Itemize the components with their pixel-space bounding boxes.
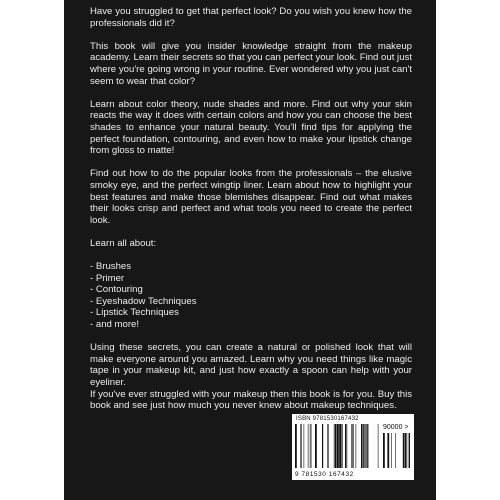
addon-barcode-bars: [383, 433, 410, 468]
isbn-barcode: [292, 414, 414, 480]
price-code: 90000 >: [383, 424, 409, 431]
barcode-bar: [339, 424, 341, 468]
barcode-bar: [351, 424, 352, 468]
barcode-bar: [387, 433, 389, 468]
blurb-paragraph-6: If you've ever struggled with your makeup then this book is for you. Buy this book and see just how much you never knew about makeup techniques.: [90, 388, 412, 412]
barcode-bar: [409, 433, 410, 468]
barcode-bar: [337, 424, 339, 468]
barcode-bar: [334, 424, 335, 468]
blurb-paragraph-3: Learn about color theory, nude shades and more. Find out why your skin reacts the way it does with certain colors and how you can choose the best shades to enhance your natural beauty. You'll find tips for applying the perfect foundation, contouring, and even how to make your lipstick change from gloss to matte!: [90, 98, 412, 157]
topic-list: [90, 261, 412, 331]
blurb-text: [90, 6, 412, 423]
barcode-bar: [327, 424, 328, 468]
barcode-bar: [405, 433, 406, 468]
blurb-paragraph-4: Find out how to do the popular looks from the professionals – the elusive smoky eye, and the perfect wingtip liner. Learn about how to highlight your best features and make those blemishes disappear. Find out what makes their looks crisp and perfect and what tools you need to create the perfect look.: [90, 168, 412, 226]
barcode-bar: [366, 424, 367, 468]
list-item: - Contouring: [90, 284, 143, 296]
list-item: - Brushes: [90, 261, 132, 273]
barcode-bar: [345, 424, 346, 468]
barcode-bar: [391, 433, 392, 468]
barcode-bar: [347, 424, 348, 468]
barcode-bar: [341, 424, 342, 468]
list-item: - Primer: [90, 272, 125, 284]
barcode-bar: [364, 424, 365, 468]
book-back-cover: [64, 0, 436, 500]
blurb-paragraph-2: This book will give you insider knowledge straight from the makeup academy. Learn their secrets so that you can perfect your look. Find out just where you're going wrong in your routine. Ever wondered why you just can't seem to wear that color?: [90, 40, 412, 87]
barcode-bar: [311, 424, 312, 468]
list-item: - and more!: [90, 319, 140, 331]
ean-barcode-bars: [295, 424, 379, 468]
barcode-bar: [365, 424, 366, 468]
barcode-bar: [403, 433, 405, 468]
blurb-paragraph-5: Using these secrets, you can create a natural or polished look that will make everyone around you amazed. Learn why you need things like magic tape in your makeup kit, and just how exactly a spoon can help with your eyeliner.: [90, 342, 412, 388]
barcode-bar: [295, 424, 297, 468]
list-intro: Learn all about:: [90, 237, 157, 249]
barcode-bar: [315, 424, 317, 468]
blurb-paragraph-1: Have you struggled to get that perfect look? Do you wish you knew how the professionals did it?: [90, 6, 412, 29]
barcode-bar: [363, 424, 364, 468]
barcode-bar: [395, 433, 396, 468]
barcode-bar: [383, 433, 385, 468]
barcode-bar: [356, 424, 357, 468]
barcode-bar: [308, 424, 309, 468]
barcode-bar: [378, 424, 379, 468]
barcode-bar: [310, 424, 311, 468]
barcode-bar: [300, 424, 301, 468]
isbn-label: ISBN 9781530167432: [296, 416, 359, 422]
list-item: - Eyeshadow Techniques: [90, 295, 197, 307]
barcode-bar: [361, 424, 362, 468]
barcode-bar: [322, 424, 323, 468]
list-item: - Lipstick Techniques: [90, 307, 179, 319]
barcode-digits: 9 781530 167432: [295, 471, 354, 478]
barcode-bar: [407, 433, 408, 468]
barcode-bar: [352, 424, 353, 468]
barcode-bar: [335, 424, 337, 468]
barcode-bar: [304, 424, 305, 468]
barcode-bar: [367, 424, 368, 468]
